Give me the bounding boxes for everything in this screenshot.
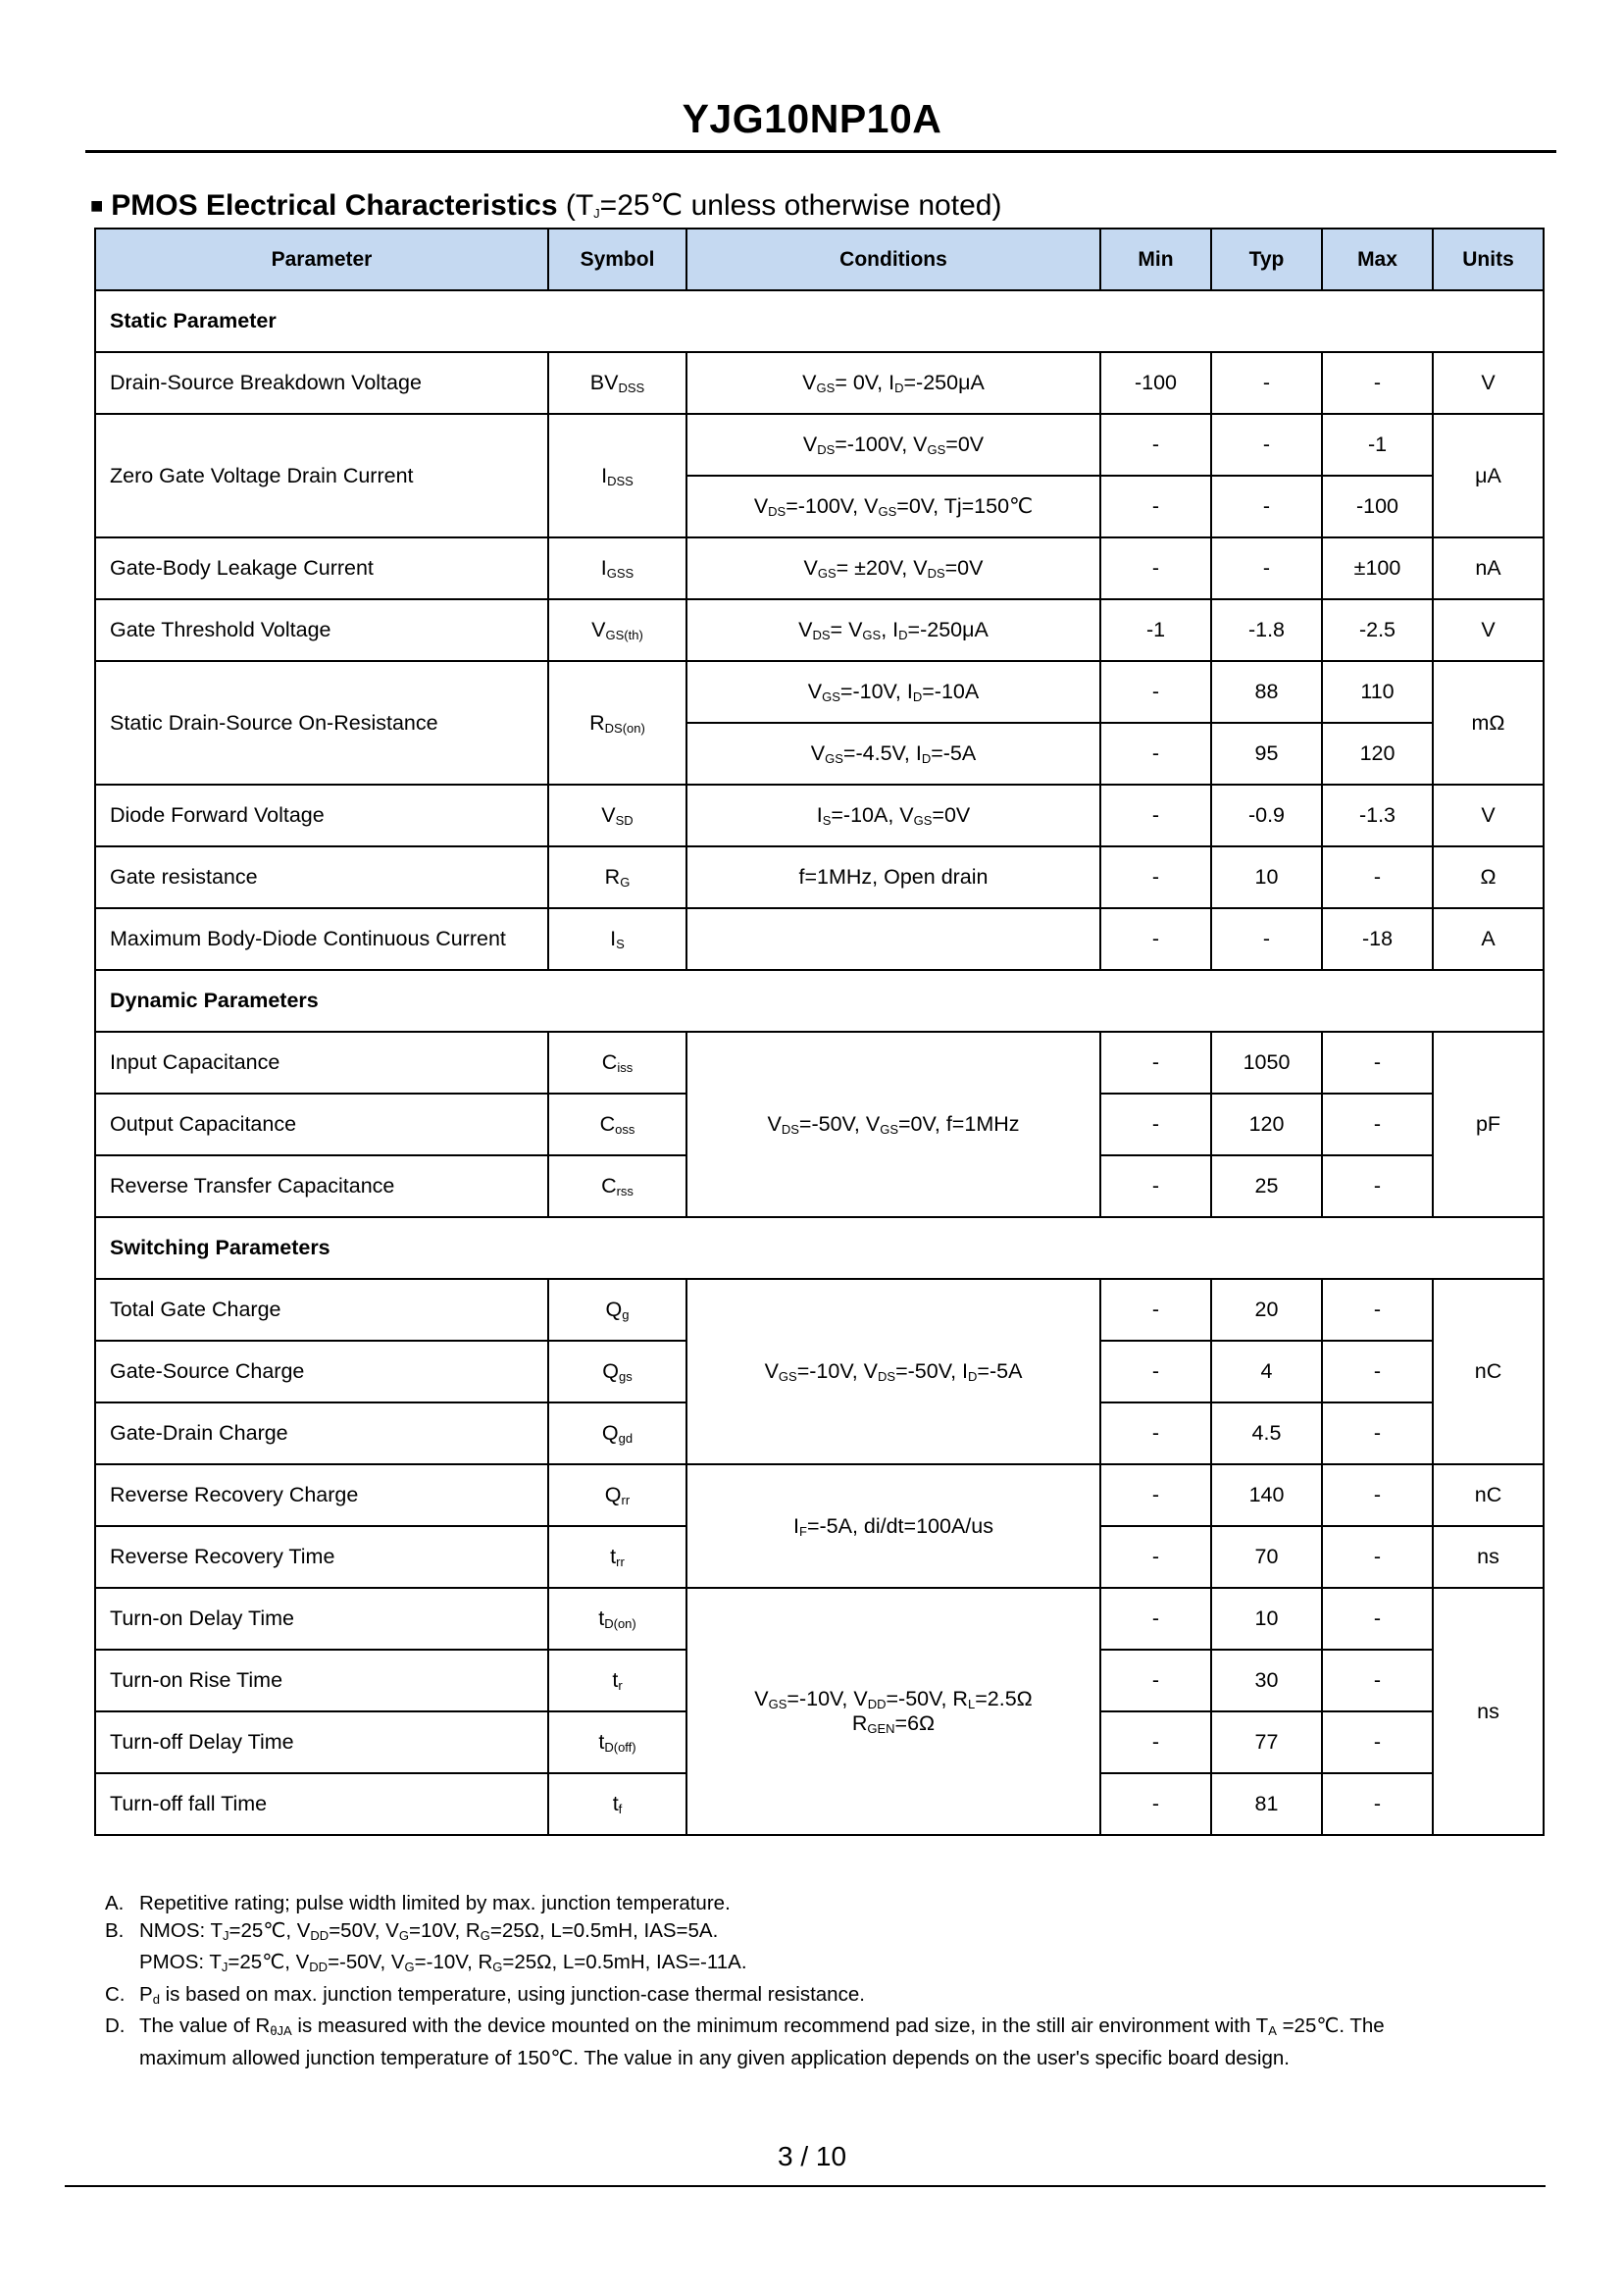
param-name: Reverse Transfer Capacitance [95, 1155, 548, 1217]
symbol: $t_{D(off)}$ [548, 1711, 686, 1773]
param-name: Turn-off fall Time [95, 1773, 548, 1835]
max-value: -100 [1322, 476, 1433, 537]
unit: V [1433, 352, 1544, 414]
min-value: - [1100, 908, 1211, 970]
symbol: $I_{GSS}$ [548, 537, 686, 599]
condition: $V_{GS}=-10V$, $V_{DS}=-50V$, $I_D=-5A$ [686, 1279, 1100, 1464]
condition: $V_{GS}=-10V$, $I_D=-10A$ [686, 661, 1100, 723]
symbol: $I_S$ [548, 908, 686, 970]
unit: nC [1433, 1279, 1544, 1464]
symbol: $t_{rr}$ [548, 1526, 686, 1588]
table-row [95, 599, 1544, 661]
condition: $V_{DS}= V_{GS}$, $I_D=-250\mu A$ [686, 599, 1100, 661]
table-row [95, 414, 1544, 476]
document-title: YJG10NP10A [682, 96, 942, 141]
max-value: - [1322, 846, 1433, 908]
min-value: - [1100, 476, 1211, 537]
unit: μA [1433, 414, 1544, 537]
max-value: ±100 [1322, 537, 1433, 599]
max-value: - [1322, 1402, 1433, 1464]
typ-value: -0.9 [1211, 785, 1322, 846]
typ-value: 88 [1211, 661, 1322, 723]
typ-value: - [1211, 537, 1322, 599]
typ-value: 81 [1211, 1773, 1322, 1835]
table-row [95, 537, 1544, 599]
max-value: -18 [1322, 908, 1433, 970]
symbol: $BV_{DSS}$ [548, 352, 686, 414]
symbol: $Q_{gd}$ [548, 1402, 686, 1464]
min-value: - [1100, 1526, 1211, 1588]
condition: $V_{DS}=-50V$, $V_{GS}=0V$, f=1MHz [686, 1032, 1100, 1217]
min-value: - [1100, 1650, 1211, 1711]
symbol: $t_{D(on)}$ [548, 1588, 686, 1650]
footnote-c: C. $P_d$ is based on max. junction temperature, using junction-case thermal resistance. [105, 1982, 865, 2007]
param-name: Drain-Source Breakdown Voltage [95, 352, 548, 414]
typ-value: 95 [1211, 723, 1322, 785]
section-heading: ■ PMOS Electrical Characteristics ($T_J=25℃$ unless otherwise noted) [90, 189, 1002, 222]
unit: ns [1433, 1588, 1544, 1835]
page-number: 3 / 10 [777, 2141, 847, 2171]
max-value: - [1322, 1711, 1433, 1773]
unit: pF [1433, 1032, 1544, 1217]
footnotes [105, 1890, 1385, 2071]
condition [686, 908, 1100, 970]
typ-value: - [1211, 476, 1322, 537]
footnote-a: A. Repetitive rating; pulse width limited by max. junction temperature. [105, 1892, 731, 1914]
table-header-row [95, 229, 1544, 290]
symbol: $R_G$ [548, 846, 686, 908]
min-value: - [1100, 537, 1211, 599]
footer-rule [65, 2185, 1546, 2187]
param-name: Turn-on Rise Time [95, 1650, 548, 1711]
symbol: $V_{SD}$ [548, 785, 686, 846]
header-conditions: Conditions [686, 229, 1100, 290]
symbol: $Q_{gs}$ [548, 1341, 686, 1402]
unit: mΩ [1433, 661, 1544, 785]
param-name: Gate-Drain Charge [95, 1402, 548, 1464]
condition: $V_{DS}=-100V$, $V_{GS}=0V$ [686, 414, 1100, 476]
max-value: - [1322, 1526, 1433, 1588]
max-value: - [1322, 1155, 1433, 1217]
symbol: $C_{oss}$ [548, 1094, 686, 1155]
group-dynamic-parameters: Dynamic Parameters [95, 970, 1544, 1032]
max-value: - [1322, 1464, 1433, 1526]
condition: $V_{GS}= \pm 20V$, $V_{DS}=0V$ [686, 537, 1100, 599]
typ-value: - [1211, 414, 1322, 476]
param-name: Zero Gate Voltage Drain Current [95, 414, 548, 537]
max-value: - [1322, 352, 1433, 414]
typ-value: -1.8 [1211, 599, 1322, 661]
table-row [95, 1588, 1544, 1650]
max-value: -2.5 [1322, 599, 1433, 661]
symbol: $C_{rss}$ [548, 1155, 686, 1217]
group-row [95, 290, 1544, 352]
param-name: Gate-Source Charge [95, 1341, 548, 1402]
typ-value: 70 [1211, 1526, 1322, 1588]
param-name: Total Gate Charge [95, 1279, 548, 1341]
table-row [95, 1279, 1544, 1341]
group-switching-parameters: Switching Parameters [95, 1217, 1544, 1279]
min-value: - [1100, 723, 1211, 785]
typ-value: 4 [1211, 1341, 1322, 1402]
unit: A [1433, 908, 1544, 970]
min-value: - [1100, 1588, 1211, 1650]
symbol: $t_f$ [548, 1773, 686, 1835]
condition: $I_S=-10A$, $V_{GS}=0V$ [686, 785, 1100, 846]
param-name: Maximum Body-Diode Continuous Current [95, 908, 548, 970]
table-row [95, 1032, 1544, 1094]
table-row [95, 661, 1544, 723]
typ-value: 10 [1211, 1588, 1322, 1650]
header-units: Units [1433, 229, 1544, 290]
min-value: - [1100, 785, 1211, 846]
header-max: Max [1322, 229, 1433, 290]
condition: $V_{DS}=-100V$, $V_{GS}=0V$, Tj=150℃ [686, 476, 1100, 537]
symbol: $V_{GS(th)}$ [548, 599, 686, 661]
max-value: - [1322, 1341, 1433, 1402]
condition: $V_{GS}=-4.5V$, $I_D=-5A$ [686, 723, 1100, 785]
min-value: - [1100, 1464, 1211, 1526]
param-name: Gate resistance [95, 846, 548, 908]
min-value: - [1100, 1341, 1211, 1402]
header-typ: Typ [1211, 229, 1322, 290]
min-value: - [1100, 846, 1211, 908]
max-value: - [1322, 1032, 1433, 1094]
max-value: -1.3 [1322, 785, 1433, 846]
symbol: $R_{DS(on)}$ [548, 661, 686, 785]
header-min: Min [1100, 229, 1211, 290]
param-name: Gate Threshold Voltage [95, 599, 548, 661]
group-row [95, 970, 1544, 1032]
min-value: -100 [1100, 352, 1211, 414]
header-symbol: Symbol [548, 229, 686, 290]
condition: $V_{GS}=-10V$, $V_{DD}=-50V$, $R_L=2.5\Omega$ $R_{GEN}=6\Omega$ [686, 1588, 1100, 1835]
unit: nC [1433, 1464, 1544, 1526]
typ-value: 25 [1211, 1155, 1322, 1217]
max-value: - [1322, 1650, 1433, 1711]
min-value: - [1100, 414, 1211, 476]
symbol: $t_r$ [548, 1650, 686, 1711]
typ-value: 1050 [1211, 1032, 1322, 1094]
min-value: - [1100, 1279, 1211, 1341]
max-value: 110 [1322, 661, 1433, 723]
max-value: - [1322, 1279, 1433, 1341]
typ-value: 10 [1211, 846, 1322, 908]
min-value: - [1100, 1711, 1211, 1773]
max-value: - [1322, 1094, 1433, 1155]
unit: nA [1433, 537, 1544, 599]
param-name: Input Capacitance [95, 1032, 548, 1094]
unit: ns [1433, 1526, 1544, 1588]
group-row [95, 1217, 1544, 1279]
param-name: Diode Forward Voltage [95, 785, 548, 846]
typ-value: 20 [1211, 1279, 1322, 1341]
min-value: - [1100, 1094, 1211, 1155]
max-value: - [1322, 1588, 1433, 1650]
min-value: - [1100, 1773, 1211, 1835]
symbol: $C_{iss}$ [548, 1032, 686, 1094]
param-name: Turn-on Delay Time [95, 1588, 548, 1650]
symbol: $Q_{rr}$ [548, 1464, 686, 1526]
param-name: Gate-Body Leakage Current [95, 537, 548, 599]
table-row [95, 908, 1544, 970]
max-value: 120 [1322, 723, 1433, 785]
table-row [95, 846, 1544, 908]
footnote-b: B. NMOS: $T_J=25℃$, $V_{DD}=50V$, $V_G=10V$, $R_G=25\Omega$, L=0.5mH, IAS=5A. PMOS: $T_J=25℃$, $V_{DD}=-50V$, $V_G=-10V$, $R_G=25\Omega$, L=0.5mH, IAS=-11A. [105, 1918, 747, 1974]
typ-value: 140 [1211, 1464, 1322, 1526]
max-value: -1 [1322, 414, 1433, 476]
unit: Ω [1433, 846, 1544, 908]
unit: V [1433, 785, 1544, 846]
square-bullet-icon: ■ [90, 193, 104, 218]
table-row [95, 1464, 1544, 1526]
typ-value: 120 [1211, 1094, 1322, 1155]
max-value: - [1322, 1773, 1433, 1835]
min-value: - [1100, 1402, 1211, 1464]
min-value: -1 [1100, 599, 1211, 661]
min-value: - [1100, 1155, 1211, 1217]
param-name: Output Capacitance [95, 1094, 548, 1155]
section-title: PMOS Electrical Characteristics [111, 189, 558, 222]
symbol: $Q_g$ [548, 1279, 686, 1341]
table-row [95, 785, 1544, 846]
table-row [95, 352, 1544, 414]
condition: $I_F=-5A$, di/dt=100A/us [686, 1464, 1100, 1588]
param-name: Static Drain-Source On-Resistance [95, 661, 548, 785]
param-name: Reverse Recovery Charge [95, 1464, 548, 1526]
header-parameter: Parameter [95, 229, 548, 290]
condition: $V_{GS}= 0V$, $I_D=-250\mu A$ [686, 352, 1100, 414]
pmos-characteristics-table [94, 228, 1545, 1836]
symbol: $I_{DSS}$ [548, 414, 686, 537]
min-value: - [1100, 1032, 1211, 1094]
typ-value: - [1211, 352, 1322, 414]
min-value: - [1100, 661, 1211, 723]
param-name: Turn-off Delay Time [95, 1711, 548, 1773]
typ-value: - [1211, 908, 1322, 970]
param-name: Reverse Recovery Time [95, 1526, 548, 1588]
typ-value: 30 [1211, 1650, 1322, 1711]
group-static-parameter: Static Parameter [95, 290, 1544, 352]
unit: V [1433, 599, 1544, 661]
header-rule [85, 150, 1556, 153]
footnote-d: D. The value of $R_{\theta JA}$ is measured with the device mounted on the minimum recommend pad size, in the still air environment with $T_A$ =25℃. The maximum allowed junction temperature of 150℃. The value in any given application depends on the user's specific board design. [105, 2014, 1385, 2069]
condition: f=1MHz, Open drain [686, 846, 1100, 908]
typ-value: 4.5 [1211, 1402, 1322, 1464]
typ-value: 77 [1211, 1711, 1322, 1773]
